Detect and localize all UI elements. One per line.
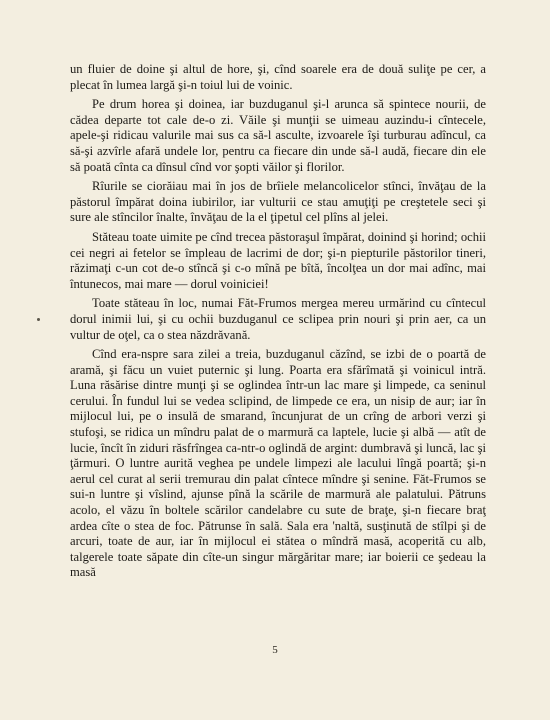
- paragraph-1: un fluier de doine şi altul de hore, şi, cînd soarele era de două suliţe pe cer, a plecat în lumea largă şi-n toiul lui de voinic.: [70, 62, 486, 92]
- paragraph-4: Stăteau toate uimite pe cînd trecea păstoraşul împărat, doinind şi horind; ochii cei negri ai fetelor se împleau de lacrimi de dor; şi-n piepturile păstorilor tineri, răzimaţi c-un cot de-o stîncă şi c-o mînă pe bîtă, încolţea un dor mai adînc, mai întunecos, mai mare — dorul voiniciei!: [70, 229, 486, 291]
- margin-mark: [37, 318, 40, 321]
- paragraph-3: Rîurile se ciorăiau mai în jos de brîiele melancolicelor stînci, învăţau de la păstorul împărat doina iubirilor, iar vulturii ce stau amuţiţi pe creştetele seci şi sure ale stîncilor înalte, învăţau de la el ţipetul cel plîns al jelei.: [70, 179, 486, 225]
- body-text: [70, 62, 486, 585]
- page-number: 5: [272, 644, 278, 656]
- paragraph-2: Pe drum horea şi doinea, iar buzduganul şi-l arunca să spintece nourii, de cădea departe tot cale de-o zi. Văile şi munţii se uimeau auzindu-i cîntecele, apele-şi ridicau valurile mai sus ca să-l asculte, izvoarele îşi turburau adîncul, ca să-şi azvîrle afară undele lor, pentru ca fiecare din unde să-l audă, fiecare din ele să poată cînta ca dînsul cînd vor şopti văilor şi florilor.: [70, 97, 486, 174]
- paragraph-6: Cînd era-nspre sara zilei a treia, buzduganul căzînd, se izbi de o poartă de aramă, şi făcu un vuiet puternic şi lung. Poarta era sfărîmată şi voinicul intră. Luna răsărise dintre munţi şi se oglindea într-un lac mare şi limpede, ca seninul cerului. În fundul lui se vedea sclipind, de limpede ce era, un nisip de aur; iar în mijlocul lui, pe o insulă de smarand, încunjurat de un crîng de arbori verzi şi stufoşi, se ridica un mîndru palat de o marmură ca laptele, lucie şi albă — atît de lucie, încît în ziduri răsfrîngea ca-ntr-o oglindă de argint: dumbravă şi luncă, lac şi ţărmuri. O luntre aurită veghea pe undele limpezi ale lacului lîngă poartă; şi-n aerul cel curat al serii tremurau din palat cîntece mîndre şi senine. Făt-Frumos se sui-n luntre şi vîslind, ajunse pînă la scările de marmură ale palatului. Pătruns acolo, el văzu în boltele scărilor candelabre cu sute de braţe, şi-n fiecare braţ ardea cîte o stea de foc. Pătrunse în sală. Sala era 'naltă, susţinută de stîlpi şi de arcuri, toate de aur, iar în mijlocul ei stătea o mîndră masă, acoperită cu alb, talgerele toate săpate din cîte-un singur mărgăritar mare; iar boierii ce şedeau la masă: [70, 347, 486, 580]
- paragraph-5: Toate stăteau în loc, numai Făt-Frumos mergea mereu urmărind cu cîntecul dorul inimii lui, şi cu ochii buzduganul ce sclipea prin nouri şi prin aer, ca un vultur de oţel, ca o stea năzdrăvană.: [70, 296, 486, 342]
